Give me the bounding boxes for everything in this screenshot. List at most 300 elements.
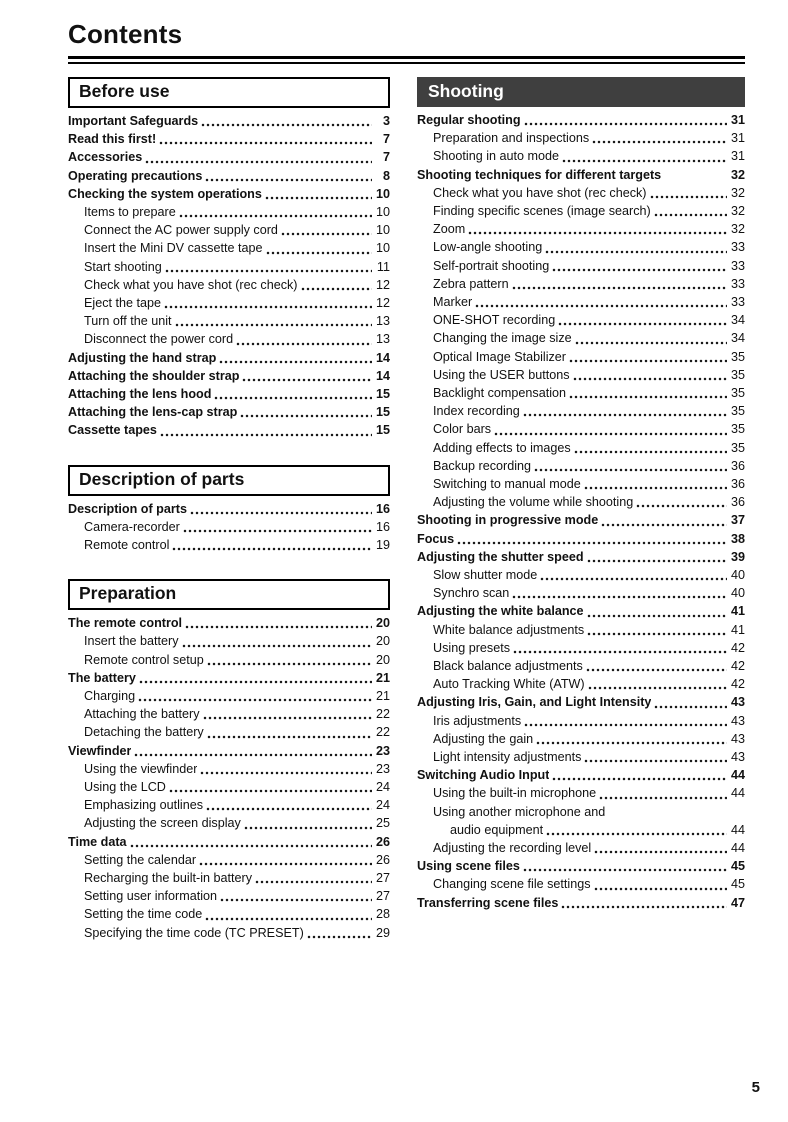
dot-leader <box>573 377 727 381</box>
entry-page: 27 <box>375 889 390 904</box>
dot-leader <box>569 359 727 363</box>
dot-leader <box>165 269 372 273</box>
toc-entry <box>417 530 745 548</box>
dot-leader <box>281 232 372 236</box>
dot-leader <box>214 396 372 400</box>
toc-entry <box>417 493 745 511</box>
dot-leader <box>205 178 372 182</box>
entry-label: Changing the image size <box>433 331 572 346</box>
dot-leader <box>139 680 372 684</box>
entry-label: Adjusting the volume while shooting <box>433 495 634 510</box>
toc-entry <box>417 821 745 839</box>
toc-entry <box>417 712 745 730</box>
toc-entry <box>68 536 390 554</box>
entry-page: 37 <box>730 513 745 528</box>
entry-label: audio equipment <box>450 822 544 837</box>
toc-entry <box>417 329 745 347</box>
entry-label: Switching Audio Input <box>417 768 550 783</box>
entry-page: 35 <box>730 440 745 455</box>
dot-leader <box>650 195 728 199</box>
entry-page: 44 <box>730 786 745 801</box>
dot-leader <box>512 595 727 599</box>
entry-label: Cassette tapes <box>68 423 157 438</box>
dot-leader <box>512 286 727 290</box>
toc-entry <box>68 687 390 705</box>
entry-label: Adjusting the white balance <box>417 604 584 619</box>
toc-section <box>68 465 390 555</box>
dot-leader <box>524 122 727 126</box>
entry-page: 7 <box>382 150 390 165</box>
dot-leader <box>219 360 372 364</box>
dot-leader <box>558 322 727 326</box>
dot-leader <box>145 160 372 164</box>
toc-entry <box>68 221 390 239</box>
entry-label: Adjusting Iris, Gain, and Light Intensity <box>417 695 652 710</box>
entry-label: Setting the time code <box>84 907 203 922</box>
entry-page: 10 <box>375 223 390 238</box>
entry-label: Low-angle shooting <box>433 240 543 255</box>
entry-page: 7 <box>382 132 390 147</box>
entry-label: Regular shooting <box>417 112 521 127</box>
toc-entry <box>417 402 745 420</box>
entry-label: Recharging the built-in battery <box>84 871 253 885</box>
dot-leader <box>206 807 372 811</box>
entry-label: White balance adjustments <box>433 622 585 637</box>
entry-label: ONE-SHOT recording <box>433 313 556 328</box>
toc-entry <box>68 112 390 130</box>
entry-label: Adjusting the recording level <box>433 841 592 856</box>
entry-label: Synchro scan <box>433 586 510 601</box>
entry-page: 40 <box>730 586 745 601</box>
toc-section <box>68 77 390 440</box>
entry-page: 16 <box>375 501 390 516</box>
dot-leader <box>457 541 727 545</box>
entry-label: Optical Image Stabilizer <box>433 349 566 364</box>
entry-page: 14 <box>375 350 390 365</box>
entry-page: 33 <box>730 240 745 255</box>
entry-page: 16 <box>375 519 390 534</box>
dot-leader <box>159 141 372 145</box>
entry-page: 31 <box>730 112 745 127</box>
entry-page: 33 <box>730 276 745 291</box>
entry-page: 36 <box>730 495 745 510</box>
toc-entry <box>68 330 390 348</box>
toc-entry <box>417 129 745 147</box>
dot-leader <box>138 698 372 702</box>
dot-leader <box>584 759 727 763</box>
dot-leader <box>587 632 727 636</box>
entry-page: 27 <box>375 871 390 885</box>
toc-entry <box>417 730 745 748</box>
entry-page: 35 <box>730 385 745 400</box>
toc-entry <box>417 384 745 402</box>
toc-entry <box>68 367 390 385</box>
entry-page: 32 <box>730 185 745 200</box>
entry-page: 24 <box>375 798 390 813</box>
entry-label: Transferring scene files <box>417 895 559 910</box>
toc-entry <box>68 614 390 632</box>
dot-leader <box>587 614 727 618</box>
dot-leader <box>534 468 727 472</box>
entry-page: 34 <box>730 331 745 346</box>
entry-page: 26 <box>375 852 390 867</box>
entry-page: 15 <box>375 423 390 438</box>
toc-entry <box>68 887 390 905</box>
entry-label: Backup recording <box>433 458 532 473</box>
entry-page: 32 <box>730 222 745 237</box>
toc-entry <box>417 311 745 329</box>
entry-page: 10 <box>375 241 390 256</box>
entry-label: Index recording <box>433 404 520 419</box>
toc-entry <box>68 851 390 869</box>
section-header: Shooting <box>417 77 745 107</box>
left-column <box>68 77 390 942</box>
entry-label: Checking the system operations <box>68 186 262 201</box>
toc-entry <box>417 766 745 784</box>
dot-leader <box>182 644 372 648</box>
entry-page: 35 <box>730 404 745 419</box>
dot-leader <box>594 850 727 854</box>
entry-label: Color bars <box>433 422 492 437</box>
dot-leader <box>654 705 727 709</box>
toc-entry <box>68 632 390 650</box>
entry-page: 43 <box>730 713 745 728</box>
entry-page: 35 <box>730 349 745 364</box>
entry-page: 22 <box>375 707 390 722</box>
toc-entry <box>68 403 390 421</box>
entry-page: 15 <box>375 386 390 401</box>
entry-label: Zoom <box>433 222 466 237</box>
toc-entry <box>417 784 745 802</box>
dot-leader <box>664 177 727 181</box>
entry-page: 39 <box>730 549 745 564</box>
entry-label: Time data <box>68 834 127 849</box>
entry-page: 23 <box>375 761 390 776</box>
entry-label: Connect the AC power supply cord <box>84 223 278 238</box>
entry-label: Switching to manual mode <box>433 476 581 491</box>
dot-leader <box>236 342 372 346</box>
toc-entry <box>417 657 745 675</box>
page-number: 5 <box>751 1079 760 1096</box>
entry-page: 3 <box>382 113 390 128</box>
entry-label: Auto Tracking White (ATW) <box>433 677 585 692</box>
entry-label: Black balance adjustments <box>433 658 583 673</box>
entry-page: 20 <box>375 634 390 649</box>
toc-entry <box>68 778 390 796</box>
dot-leader <box>594 887 727 891</box>
toc-entry <box>417 184 745 202</box>
toc-entry <box>68 833 390 851</box>
entry-page: 43 <box>730 731 745 746</box>
entry-label: Using another microphone and <box>433 804 606 819</box>
toc-entry <box>68 924 390 942</box>
page-title: Contents <box>68 19 183 49</box>
toc-entry <box>68 760 390 778</box>
dot-leader <box>536 741 727 745</box>
toc-columns <box>68 77 745 942</box>
entry-page: 21 <box>375 688 390 703</box>
entry-label: Attaching the shoulder strap <box>68 368 240 383</box>
toc-entry <box>417 238 745 256</box>
entry-label: Eject the tape <box>84 295 162 310</box>
toc-entry <box>417 639 745 657</box>
entry-page: 38 <box>730 531 745 546</box>
entry-label: Finding specific scenes (image search) <box>433 203 651 218</box>
entry-label: Turn off the unit <box>84 314 172 329</box>
entry-page: 10 <box>375 204 390 219</box>
toc-entry <box>68 130 390 148</box>
entry-page: 23 <box>375 743 390 758</box>
dot-leader <box>207 735 372 739</box>
entry-page: 32 <box>730 167 745 182</box>
entry-page: 41 <box>730 622 745 637</box>
toc-entry <box>68 294 390 312</box>
entry-page: 21 <box>375 670 390 685</box>
toc-section <box>417 77 745 912</box>
dot-leader <box>134 753 372 757</box>
toc-entry <box>417 166 745 184</box>
toc-entry <box>417 111 745 129</box>
entry-page: 33 <box>730 294 745 309</box>
entry-label: Adjusting the shutter speed <box>417 549 584 564</box>
entry-page: 42 <box>730 658 745 673</box>
toc-entry <box>68 905 390 923</box>
entry-label: Adding effects to images <box>433 440 571 455</box>
section-header: Preparation <box>68 579 390 610</box>
entry-label: Start shooting <box>84 259 162 274</box>
entry-page: 13 <box>375 314 390 329</box>
dot-leader <box>513 650 727 654</box>
entry-label: Setting user information <box>84 889 218 904</box>
entry-page: 28 <box>375 907 390 922</box>
dot-leader <box>601 523 727 527</box>
toc-entry <box>417 548 745 566</box>
dot-leader <box>608 814 727 818</box>
entry-label: Using the built-in microphone <box>433 786 597 801</box>
toc-entry <box>417 675 745 693</box>
entry-page: 42 <box>730 640 745 655</box>
toc-entry <box>417 420 745 438</box>
dot-leader <box>552 268 727 272</box>
entry-label: Specifying the time code (TC PRESET) <box>84 925 304 940</box>
dot-leader <box>468 231 727 235</box>
entry-label: Light intensity adjustments <box>433 750 582 764</box>
entry-label: Shooting in progressive mode <box>417 513 599 528</box>
dot-leader <box>183 529 372 533</box>
entry-label: Remote control setup <box>84 652 204 667</box>
dot-leader <box>475 304 727 308</box>
dot-leader <box>307 935 372 939</box>
toc-entry <box>68 349 390 367</box>
entry-page: 20 <box>375 616 390 631</box>
toc-entry <box>417 875 745 893</box>
toc-entry <box>417 366 745 384</box>
toc-entry <box>68 421 390 439</box>
entry-page: 36 <box>730 476 745 491</box>
entry-page: 47 <box>730 895 745 910</box>
toc-entry <box>417 457 745 475</box>
toc-entry <box>417 475 745 493</box>
dot-leader <box>584 486 727 490</box>
entry-label: Check what you have shot (rec check) <box>84 277 298 292</box>
entry-label: Using the USER buttons <box>433 367 570 382</box>
entry-label: Marker <box>433 294 473 309</box>
entry-page: 15 <box>375 405 390 420</box>
entry-label: Using the viewfinder <box>84 761 198 776</box>
toc-entry <box>417 257 745 275</box>
entry-page: 44 <box>730 841 745 856</box>
dot-leader <box>190 511 372 515</box>
dot-leader <box>562 159 727 163</box>
toc-entry <box>417 147 745 165</box>
toc-entry <box>417 602 745 620</box>
entry-page: 35 <box>730 367 745 382</box>
dot-leader <box>494 432 727 436</box>
entry-label: The remote control <box>68 616 183 631</box>
toc-entry <box>68 239 390 257</box>
toc-entry <box>68 651 390 669</box>
entry-page: 19 <box>375 537 390 552</box>
entry-page: 29 <box>375 925 390 940</box>
entry-label: Zebra pattern <box>433 276 509 291</box>
toc-entry <box>417 439 745 457</box>
toc-entry <box>417 894 745 912</box>
entry-page: 31 <box>730 131 745 146</box>
toc-entry <box>68 203 390 221</box>
dot-leader <box>220 898 372 902</box>
toc-entry <box>417 803 745 821</box>
toc-entry <box>417 839 745 857</box>
dot-leader <box>240 414 372 418</box>
entry-page: 41 <box>730 604 745 619</box>
entry-label: Iris adjustments <box>433 713 522 728</box>
dot-leader <box>266 251 373 255</box>
toc-entry <box>68 518 390 536</box>
entry-label: Using scene files <box>417 859 520 874</box>
entry-page: 24 <box>375 779 390 794</box>
dot-leader <box>244 826 372 830</box>
entry-page: 35 <box>730 422 745 437</box>
toc-entry <box>68 500 390 518</box>
entry-page: 40 <box>730 567 745 582</box>
dot-leader <box>546 832 727 836</box>
entry-label: Changing scene file settings <box>433 877 591 892</box>
dot-leader <box>172 547 372 551</box>
dot-leader <box>203 716 372 720</box>
toc-entry <box>417 693 745 711</box>
entry-label: Emphasizing outlines <box>84 798 204 813</box>
dot-leader <box>588 686 727 690</box>
toc-entry <box>68 276 390 294</box>
dot-leader <box>205 917 372 921</box>
toc-entry <box>417 275 745 293</box>
entry-label: Camera-recorder <box>84 519 180 534</box>
entry-page: 32 <box>730 203 745 218</box>
entry-label: Check what you have shot (rec check) <box>433 185 647 200</box>
entry-page: 10 <box>375 186 390 201</box>
entry-page: 13 <box>375 332 390 347</box>
section-header: Before use <box>68 77 390 108</box>
entry-label: Slow shutter mode <box>433 567 538 582</box>
dot-leader <box>179 214 372 218</box>
dot-leader <box>586 668 727 672</box>
toc-entry <box>68 796 390 814</box>
entry-label: Shooting in auto mode <box>433 149 560 164</box>
entry-label: Attaching the battery <box>84 707 200 722</box>
entry-page: 44 <box>730 768 745 783</box>
entry-label: Using the LCD <box>84 779 166 794</box>
entry-page: 25 <box>375 816 390 831</box>
entry-label: Adjusting the screen display <box>84 816 241 831</box>
entry-label: Important Safeguards <box>68 113 199 128</box>
entry-label: Attaching the lens hood <box>68 386 212 401</box>
toc-section <box>68 579 390 942</box>
entry-label: Adjusting the gain <box>433 731 534 746</box>
entry-page: 11 <box>376 259 390 274</box>
toc-entry <box>417 566 745 584</box>
entry-label: Using presets <box>433 640 510 655</box>
dot-leader <box>574 450 727 454</box>
entry-label: Focus <box>417 531 455 546</box>
dot-leader <box>599 796 727 800</box>
entry-label: Backlight compensation <box>433 385 567 400</box>
toc-entry <box>417 857 745 875</box>
entry-label: Viewfinder <box>68 743 132 758</box>
toc-entry <box>68 869 390 887</box>
entry-label: Attaching the lens-cap strap <box>68 405 238 420</box>
dot-leader <box>523 413 727 417</box>
entry-page: 43 <box>730 750 745 764</box>
entry-page: 44 <box>730 822 745 837</box>
entry-page: 31 <box>730 149 745 164</box>
entry-label: Remote control <box>84 537 170 552</box>
dot-leader <box>265 196 372 200</box>
entry-page: 42 <box>730 677 745 692</box>
dot-leader <box>207 662 372 666</box>
toc-entry <box>68 742 390 760</box>
dot-leader <box>175 323 372 327</box>
dot-leader <box>569 395 727 399</box>
dot-leader <box>587 559 727 563</box>
toc-entry <box>68 148 390 166</box>
entry-label: Operating precautions <box>68 168 203 183</box>
dot-leader <box>169 789 372 793</box>
entry-page: 26 <box>375 834 390 849</box>
toc-entry <box>417 584 745 602</box>
dot-leader <box>185 625 372 629</box>
entry-page: 36 <box>730 458 745 473</box>
toc-entry <box>68 723 390 741</box>
entry-page: 33 <box>730 258 745 273</box>
entry-label: Accessories <box>68 150 143 165</box>
title-double-rule <box>68 56 745 64</box>
toc-entry <box>68 185 390 203</box>
dot-leader <box>160 433 372 437</box>
entry-page: 14 <box>375 368 390 383</box>
toc-entry <box>68 814 390 832</box>
section-header: Description of parts <box>68 465 390 496</box>
toc-entry <box>417 202 745 220</box>
entry-label: Preparation and inspections <box>433 131 590 146</box>
entry-label: Adjusting the hand strap <box>68 350 217 365</box>
toc-entry <box>417 348 745 366</box>
entry-label: Insert the Mini DV cassette tape <box>84 241 263 256</box>
dot-leader <box>552 777 727 781</box>
dot-leader <box>523 868 727 872</box>
entry-page: 22 <box>375 725 390 740</box>
entry-label: Description of parts <box>68 501 187 516</box>
dot-leader <box>540 577 727 581</box>
